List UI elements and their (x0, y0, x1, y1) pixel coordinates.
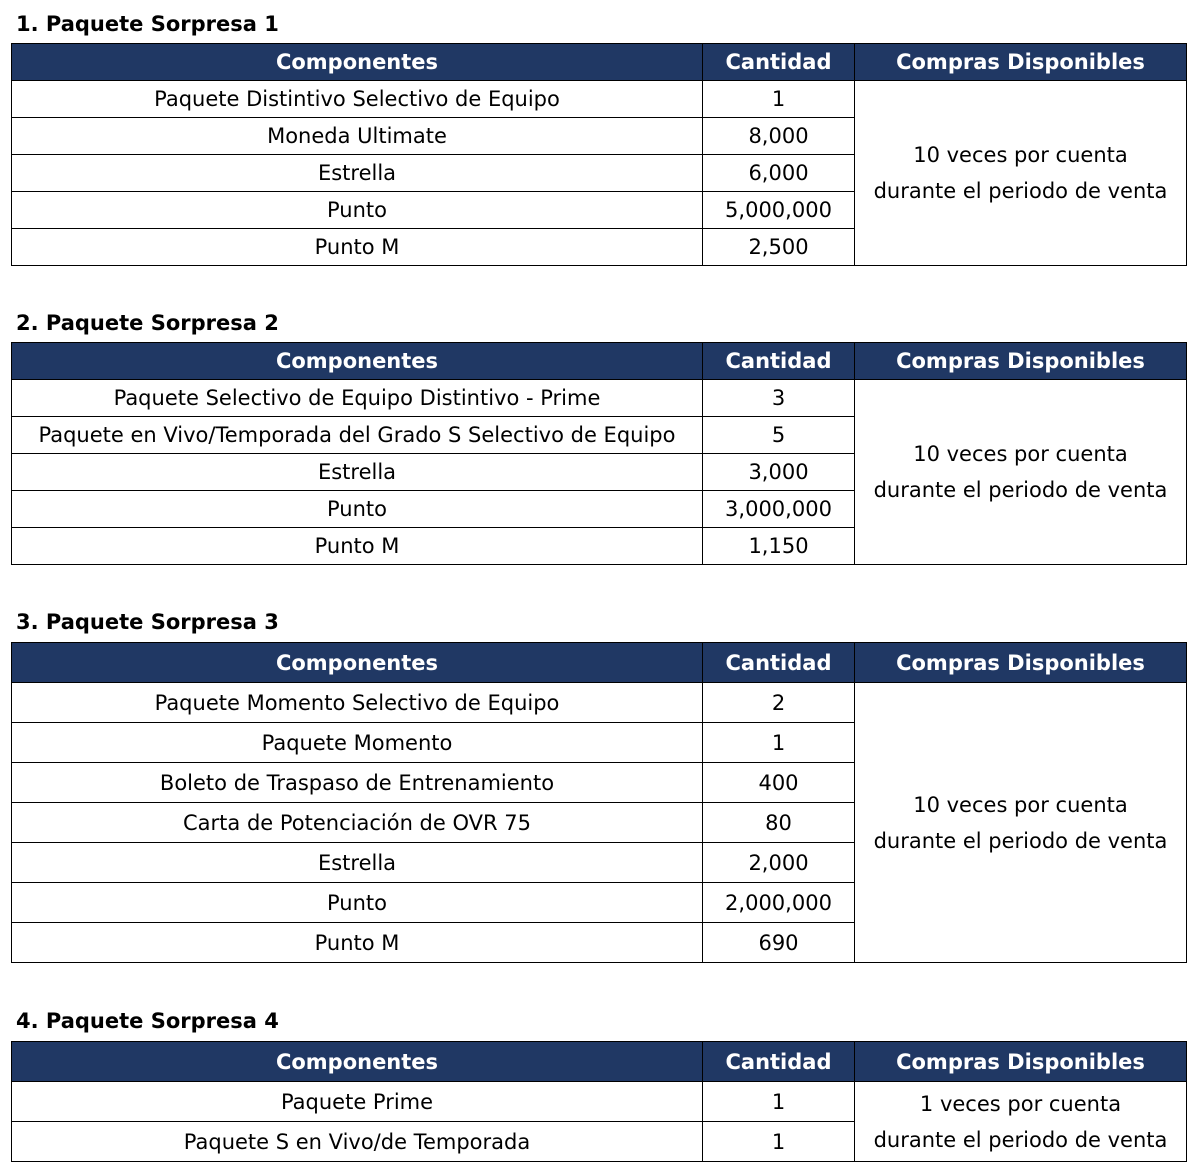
availability-limit: 10 veces por cuenta (913, 442, 1128, 466)
component-name: Punto (12, 883, 703, 923)
component-quantity: 8,000 (703, 118, 855, 155)
section-title-4: 4. Paquete Sorpresa 4 (16, 1009, 279, 1033)
purchases-header: Compras Disponibles (855, 643, 1187, 683)
components-header: Componentes (12, 643, 703, 683)
availability-period: durante el periodo de venta (873, 179, 1168, 203)
component-quantity: 2 (703, 683, 855, 723)
table-row (12, 683, 1187, 723)
component-name: Paquete S en Vivo/de Temporada (12, 1122, 703, 1162)
quantity-header: Cantidad (703, 44, 855, 81)
component-quantity: 690 (703, 923, 855, 963)
component-name: Punto (12, 192, 703, 229)
table-row (12, 81, 1187, 118)
purchase-availability (855, 81, 1187, 266)
table-header-row (12, 44, 1187, 81)
purchases-header: Compras Disponibles (855, 44, 1187, 81)
availability-period: durante el periodo de venta (873, 1127, 1168, 1152)
table-header-row (12, 1042, 1187, 1082)
component-quantity: 6,000 (703, 155, 855, 192)
component-name: Paquete Distintivo Selectivo de Equipo (12, 81, 703, 118)
purchases-header: Compras Disponibles (855, 1042, 1187, 1082)
component-name: Estrella (12, 843, 703, 883)
component-quantity: 1 (703, 1122, 855, 1162)
section-title-1: 1. Paquete Sorpresa 1 (16, 12, 279, 36)
purchase-availability (855, 1082, 1187, 1162)
component-quantity: 5 (703, 417, 855, 454)
component-quantity: 1 (703, 81, 855, 118)
component-quantity: 3,000,000 (703, 491, 855, 528)
component-name: Punto M (12, 923, 703, 963)
component-quantity: 5,000,000 (703, 192, 855, 229)
section-title-3: 3. Paquete Sorpresa 3 (16, 610, 279, 634)
component-quantity: 80 (703, 803, 855, 843)
component-name: Paquete Momento (12, 723, 703, 763)
component-name: Paquete Prime (12, 1082, 703, 1122)
quantity-header: Cantidad (703, 1042, 855, 1082)
availability-period: durante el periodo de venta (873, 828, 1168, 853)
component-name: Estrella (12, 155, 703, 192)
component-name: Punto M (12, 528, 703, 565)
component-quantity: 1 (703, 1082, 855, 1122)
components-header: Componentes (12, 343, 703, 380)
component-quantity: 2,500 (703, 229, 855, 266)
component-name: Paquete Momento Selectivo de Equipo (12, 683, 703, 723)
table-row (12, 1082, 1187, 1122)
table-header-row (12, 643, 1187, 683)
component-name: Carta de Potenciación de OVR 75 (12, 803, 703, 843)
section-title-2: 2. Paquete Sorpresa 2 (16, 311, 279, 335)
component-quantity: 1 (703, 723, 855, 763)
table-row (12, 380, 1187, 417)
availability-limit: 1 veces por cuenta (919, 1091, 1122, 1116)
component-name: Moneda Ultimate (12, 118, 703, 155)
purchase-availability (855, 380, 1187, 565)
component-quantity: 2,000 (703, 843, 855, 883)
components-header: Componentes (12, 44, 703, 81)
package-table-1 (11, 43, 1187, 266)
component-quantity: 3,000 (703, 454, 855, 491)
quantity-header: Cantidad (703, 343, 855, 380)
component-quantity: 3 (703, 380, 855, 417)
component-quantity: 400 (703, 763, 855, 803)
component-name: Paquete Selectivo de Equipo Distintivo - Prime (12, 380, 703, 417)
component-name: Boleto de Traspaso de Entrenamiento (12, 763, 703, 803)
package-table-3 (11, 642, 1187, 963)
component-name: Punto M (12, 229, 703, 266)
table-header-row (12, 343, 1187, 380)
component-name: Paquete en Vivo/Temporada del Grado S Selectivo de Equipo (12, 417, 703, 454)
availability-period: durante el periodo de venta (873, 478, 1168, 502)
component-name: Punto (12, 491, 703, 528)
purchase-availability (855, 683, 1187, 963)
component-name: Estrella (12, 454, 703, 491)
package-table-2 (11, 342, 1187, 565)
availability-limit: 10 veces por cuenta (913, 792, 1128, 817)
package-table-4 (11, 1041, 1187, 1162)
purchases-header: Compras Disponibles (855, 343, 1187, 380)
components-header: Componentes (12, 1042, 703, 1082)
quantity-header: Cantidad (703, 643, 855, 683)
availability-limit: 10 veces por cuenta (913, 143, 1128, 167)
component-quantity: 1,150 (703, 528, 855, 565)
component-quantity: 2,000,000 (703, 883, 855, 923)
